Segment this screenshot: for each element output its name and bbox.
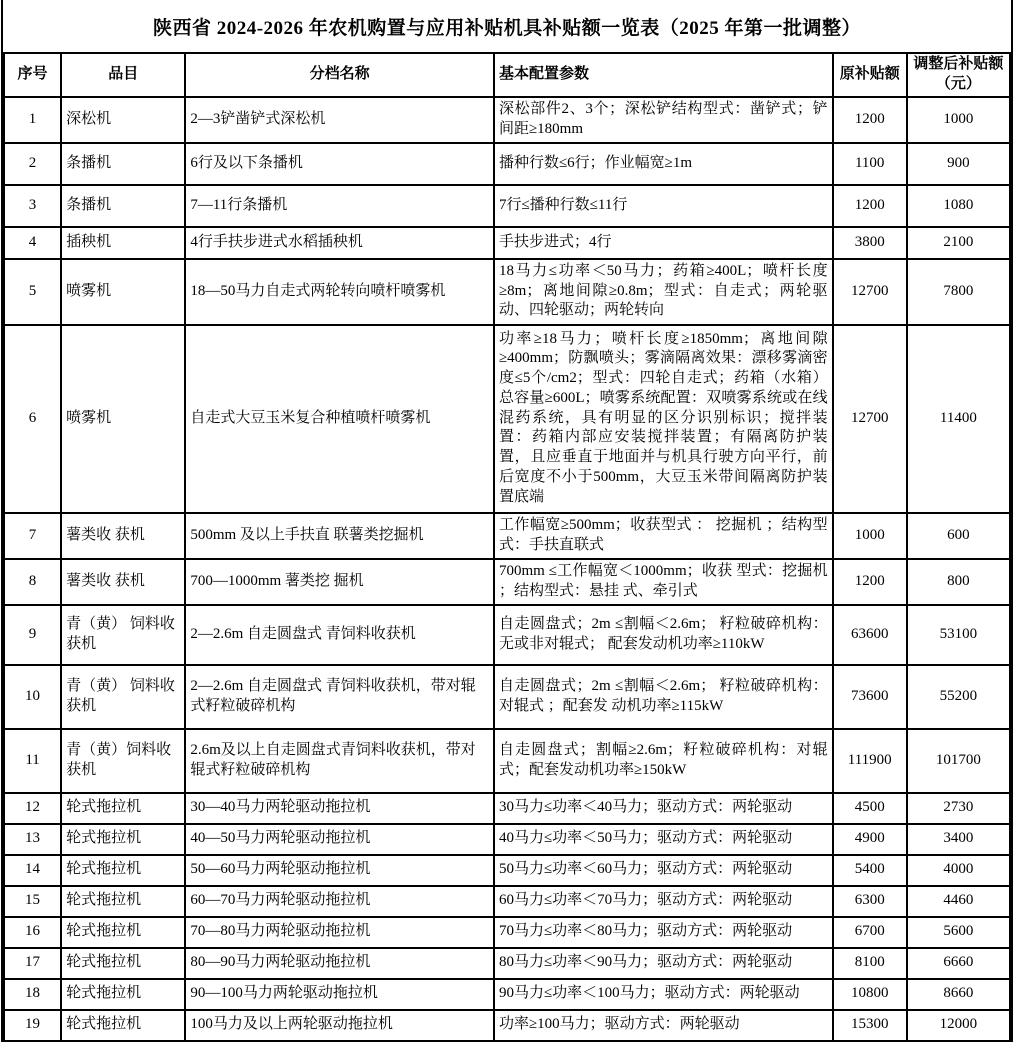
header-config-params: 基本配置参数	[494, 53, 833, 97]
item-category: 轮式拖拉机	[61, 793, 185, 824]
tier-name: 6行及以下条播机	[185, 143, 494, 185]
row-number: 1	[4, 97, 61, 143]
adjusted-subsidy: 5600	[907, 917, 1010, 948]
header-row	[4, 53, 1010, 97]
table-row	[4, 793, 1010, 824]
row-number: 13	[4, 824, 61, 855]
table-row	[4, 948, 1010, 979]
config-params: 功率≥18马力；喷杆长度≥1850mm；离地间隙≥400mm；防飘喷头；雾滴隔离效果：漂移雾滴密度≤5个/cm2；型式：四轮自走式；药箱（水箱）总容量≥600L；喷雾系统配置：双喷雾系统或在线混药系统，具有明显的区分识别标识；搅拌装置：药箱内部应安装搅拌装置；有隔离防护装置，且应垂直于地面并与机具行驶方向平行，前后宽度不小于500mm，大豆玉米带间隔离防护装置底端	[494, 325, 833, 513]
spreadsheet-page	[1, 0, 1013, 1042]
adjusted-subsidy: 55200	[907, 665, 1010, 729]
original-subsidy: 1200	[833, 559, 907, 605]
tier-name: 60—70马力两轮驱动拖拉机	[185, 886, 494, 917]
item-category: 轮式拖拉机	[61, 1010, 185, 1041]
table-row	[4, 227, 1010, 259]
item-category: 轮式拖拉机	[61, 917, 185, 948]
table-row	[4, 143, 1010, 185]
row-number: 12	[4, 793, 61, 824]
item-category: 轮式拖拉机	[61, 824, 185, 855]
item-category: 轮式拖拉机	[61, 886, 185, 917]
config-params: 7行≤播种行数≤11行	[494, 185, 833, 227]
item-category: 喷雾机	[61, 325, 185, 513]
adjusted-subsidy: 3400	[907, 824, 1010, 855]
table-row	[4, 1010, 1010, 1041]
config-params: 30马力≤功率＜40马力；驱动方式：两轮驱动	[494, 793, 833, 824]
header-tier-name: 分档名称	[185, 53, 494, 97]
page-title: 陕西省 2024-2026 年农机购置与应用补贴机具补贴额一览表（2025 年第一批调整）	[152, 17, 862, 39]
adjusted-subsidy: 2100	[907, 227, 1010, 259]
original-subsidy: 63600	[833, 605, 907, 665]
config-params: 自走圆盘式；2m ≤割幅＜2.6m； 籽粒破碎机构：无或非对辊式； 配套发动机功率≥110kW	[494, 605, 833, 665]
adjusted-subsidy: 600	[907, 513, 1010, 559]
row-number: 19	[4, 1010, 61, 1041]
tier-name: 50—60马力两轮驱动拖拉机	[185, 855, 494, 886]
adjusted-subsidy: 6660	[907, 948, 1010, 979]
adjusted-subsidy: 4000	[907, 855, 1010, 886]
original-subsidy: 5400	[833, 855, 907, 886]
original-subsidy: 4500	[833, 793, 907, 824]
original-subsidy: 1200	[833, 97, 907, 143]
row-number: 18	[4, 979, 61, 1010]
row-number: 7	[4, 513, 61, 559]
item-category: 薯类收 获机	[61, 513, 185, 559]
config-params: 700mm ≤工作幅宽＜1000mm；收获 型式：挖掘机 ；结构型式：悬挂 式、牵引式	[494, 559, 833, 605]
row-number: 11	[4, 729, 61, 793]
row-number: 4	[4, 227, 61, 259]
table-row	[4, 824, 1010, 855]
row-number: 2	[4, 143, 61, 185]
tier-name: 自走式大豆玉米复合种植喷杆喷雾机	[185, 325, 494, 513]
config-params: 自走圆盘式；2m ≤割幅＜2.6m； 籽粒破碎机构：对辊式 ；配套发 动机功率≥115kW	[494, 665, 833, 729]
adjusted-subsidy: 2730	[907, 793, 1010, 824]
item-category: 条播机	[61, 185, 185, 227]
item-category: 轮式拖拉机	[61, 979, 185, 1010]
tier-name: 100马力及以上两轮驱动拖拉机	[185, 1010, 494, 1041]
config-params: 自走圆盘式；割幅≥2.6m；籽粒破碎机构：对辊式；配套发动机功率≥150kW	[494, 729, 833, 793]
tier-name: 2—3铲凿铲式深松机	[185, 97, 494, 143]
tier-name: 18—50马力自走式两轮转向喷杆喷雾机	[185, 259, 494, 325]
table-row	[4, 259, 1010, 325]
tier-name: 40—50马力两轮驱动拖拉机	[185, 824, 494, 855]
table-row	[4, 513, 1010, 559]
adjusted-subsidy: 800	[907, 559, 1010, 605]
original-subsidy: 3800	[833, 227, 907, 259]
tier-name: 2—2.6m 自走圆盘式 青饲料收获机	[185, 605, 494, 665]
row-number: 10	[4, 665, 61, 729]
original-subsidy: 12700	[833, 325, 907, 513]
table-row	[4, 855, 1010, 886]
row-number: 16	[4, 917, 61, 948]
table-row	[4, 917, 1010, 948]
row-number: 17	[4, 948, 61, 979]
original-subsidy: 8100	[833, 948, 907, 979]
row-number: 3	[4, 185, 61, 227]
config-params: 功率≥100马力；驱动方式：两轮驱动	[494, 1010, 833, 1041]
item-category: 轮式拖拉机	[61, 855, 185, 886]
row-number: 5	[4, 259, 61, 325]
tier-name: 90—100马力两轮驱动拖拉机	[185, 979, 494, 1010]
tier-name: 7—11行条播机	[185, 185, 494, 227]
adjusted-subsidy: 101700	[907, 729, 1010, 793]
table-row	[4, 185, 1010, 227]
original-subsidy: 1200	[833, 185, 907, 227]
item-category: 青（黄） 饲料收获机	[61, 605, 185, 665]
config-params: 手扶步进式；4行	[494, 227, 833, 259]
adjusted-subsidy: 1080	[907, 185, 1010, 227]
original-subsidy: 1000	[833, 513, 907, 559]
item-category: 插秧机	[61, 227, 185, 259]
item-category: 喷雾机	[61, 259, 185, 325]
config-params: 60马力≤功率＜70马力；驱动方式：两轮驱动	[494, 886, 833, 917]
original-subsidy: 73600	[833, 665, 907, 729]
table-row	[4, 729, 1010, 793]
config-params: 70马力≤功率＜80马力；驱动方式：两轮驱动	[494, 917, 833, 948]
item-category: 条播机	[61, 143, 185, 185]
adjusted-subsidy: 11400	[907, 325, 1010, 513]
header-row-number: 序号	[4, 53, 61, 97]
tier-name: 4行手扶步进式水稻插秧机	[185, 227, 494, 259]
original-subsidy: 15300	[833, 1010, 907, 1041]
tier-name: 70—80马力两轮驱动拖拉机	[185, 917, 494, 948]
table-row	[4, 325, 1010, 513]
table-row	[4, 97, 1010, 143]
adjusted-subsidy: 53100	[907, 605, 1010, 665]
item-category: 青（黄） 饲料收获机	[61, 665, 185, 729]
table-row	[4, 886, 1010, 917]
row-number: 8	[4, 559, 61, 605]
tier-name: 2—2.6m 自走圆盘式 青饲料收获机，带对辊式籽粒破碎机构	[185, 665, 494, 729]
tier-name: 2.6m及以上自走圆盘式青饲料收获机，带对辊式籽粒破碎机构	[185, 729, 494, 793]
original-subsidy: 6700	[833, 917, 907, 948]
item-category: 深松机	[61, 97, 185, 143]
original-subsidy: 12700	[833, 259, 907, 325]
row-number: 15	[4, 886, 61, 917]
original-subsidy: 4900	[833, 824, 907, 855]
adjusted-subsidy: 4460	[907, 886, 1010, 917]
original-subsidy: 1100	[833, 143, 907, 185]
item-category: 轮式拖拉机	[61, 948, 185, 979]
config-params: 40马力≤功率＜50马力；驱动方式：两轮驱动	[494, 824, 833, 855]
table-body	[4, 97, 1010, 1041]
tier-name: 80—90马力两轮驱动拖拉机	[185, 948, 494, 979]
tier-name: 30—40马力两轮驱动拖拉机	[185, 793, 494, 824]
config-params: 深松部件2、3个；深松铲结构型式：凿铲式；铲间距≥180mm	[494, 97, 833, 143]
original-subsidy: 6300	[833, 886, 907, 917]
tier-name: 700—1000mm 薯类挖 掘机	[185, 559, 494, 605]
table-row	[4, 665, 1010, 729]
tier-name: 500mm 及以上手扶直 联薯类挖掘机	[185, 513, 494, 559]
row-number: 14	[4, 855, 61, 886]
item-category: 薯类收 获机	[61, 559, 185, 605]
table-row	[4, 979, 1010, 1010]
header-original-subsidy: 原补贴额	[833, 53, 907, 97]
item-category: 青（黄）饲料收获机	[61, 729, 185, 793]
config-params: 工作幅宽≥500mm；收获型式 ： 挖掘机 ；结构型式：手扶直联式	[494, 513, 833, 559]
original-subsidy: 111900	[833, 729, 907, 793]
row-number: 6	[4, 325, 61, 513]
config-params: 50马力≤功率＜60马力；驱动方式：两轮驱动	[494, 855, 833, 886]
config-params: 90马力≤功率＜100马力；驱动方式：两轮驱动	[494, 979, 833, 1010]
config-params: 80马力≤功率＜90马力；驱动方式：两轮驱动	[494, 948, 833, 979]
config-params: 播种行数≤6行；作业幅宽≥1m	[494, 143, 833, 185]
table-row	[4, 559, 1010, 605]
adjusted-subsidy: 12000	[907, 1010, 1010, 1041]
header-adjusted-subsidy: 调整后补贴额（元）	[907, 53, 1010, 97]
subsidy-table	[3, 52, 1011, 1042]
header-item-category: 品目	[61, 53, 185, 97]
adjusted-subsidy: 900	[907, 143, 1010, 185]
adjusted-subsidy: 7800	[907, 259, 1010, 325]
row-number: 9	[4, 605, 61, 665]
original-subsidy: 10800	[833, 979, 907, 1010]
adjusted-subsidy: 1000	[907, 97, 1010, 143]
table-header	[4, 53, 1010, 97]
table-row	[4, 605, 1010, 665]
adjusted-subsidy: 8660	[907, 979, 1010, 1010]
config-params: 18马力≤功率＜50马力；药箱≥400L；喷杆长度≥8m；离地间隙≥0.8m；型式：自走式；两轮驱动、四轮驱动；两轮转向	[494, 259, 833, 325]
